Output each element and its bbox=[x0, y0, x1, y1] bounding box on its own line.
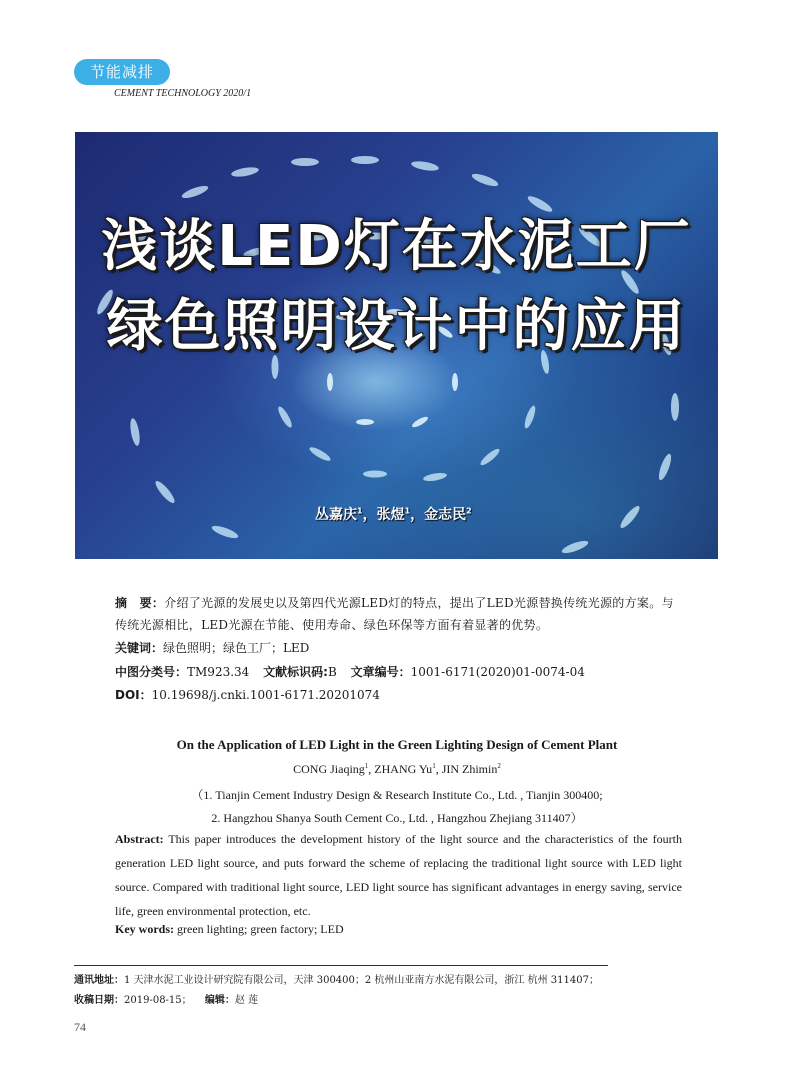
abstract-en bbox=[115, 827, 682, 923]
classification-line bbox=[115, 663, 585, 680]
author-name-en: JIN Zhimin bbox=[441, 762, 498, 776]
author-affil-mark: 2 bbox=[466, 506, 472, 516]
author-affil-mark: 1 bbox=[364, 762, 369, 770]
article-no-value: 1001-6171(2020)01-0074-04 bbox=[410, 665, 585, 679]
abstract-cn-text: 介绍了光源的发展史以及第四代光源LED灯的特点，提出了LED光源替换传统光源的方案。与传统光源相比，LED光源在节能、使用寿命、绿色环保等方面有着显著的优势。 bbox=[115, 596, 674, 632]
article-title-cn-line1: 浅谈LED灯在水泥工厂 bbox=[101, 214, 692, 279]
page-number: 74 bbox=[74, 1020, 86, 1034]
footnote-address bbox=[74, 971, 599, 986]
author-name: 丛嘉庆 bbox=[315, 507, 357, 523]
authors-en: CONG Jiaqing$^1$, ZHANG Yu$^1$, JIN Zhimin$^2$ bbox=[293, 762, 501, 776]
editor-name: 赵 莲 bbox=[234, 995, 259, 1006]
author-affil-mark: 2 bbox=[497, 762, 501, 770]
abstract-en-label: Abstract: bbox=[115, 832, 164, 846]
journal-issue: CEMENT TECHNOLOGY 2020/1 bbox=[114, 88, 252, 99]
doc-code-value: B bbox=[327, 665, 337, 679]
address-text: 1 天津水泥工业设计研究院有限公司，天津 300400；2 杭州山亚南方水泥有限公司，浙江 杭州 311407； bbox=[124, 975, 599, 986]
author-name: 张煜 bbox=[376, 507, 405, 523]
author-name-en: ZHANG Yu bbox=[374, 762, 433, 776]
author-affil-mark: 1 bbox=[404, 506, 411, 516]
footnote-received bbox=[74, 991, 258, 1006]
doi-value: 10.19698/j.cnki.1001-6171.20201074 bbox=[151, 688, 380, 702]
address-label: 通讯地址： bbox=[74, 975, 124, 986]
author-separator: ， bbox=[362, 507, 377, 523]
author-name: 金志民 bbox=[424, 507, 467, 523]
author-affil-mark: 1 bbox=[357, 506, 363, 516]
editor-label: 编辑： bbox=[204, 995, 235, 1006]
author-separator: ， bbox=[410, 507, 425, 523]
author-name-en: CONG Jiaqing bbox=[293, 762, 365, 776]
footnote-divider bbox=[74, 965, 608, 966]
received-label: 收稿日期： bbox=[74, 995, 124, 1006]
hero-banner bbox=[75, 132, 718, 559]
doc-code-label: 文献标识码: bbox=[263, 665, 328, 679]
abstract-cn bbox=[115, 592, 683, 636]
article-no-label: 文章编号： bbox=[350, 665, 411, 679]
article-title-en: On the Application of LED Light in the Green Lighting Design of Cement Plant bbox=[176, 737, 618, 752]
keywords-cn-label: 关键词： bbox=[115, 641, 164, 655]
keywords-cn bbox=[115, 639, 309, 656]
keywords-en-text: green lighting; green factory; LED bbox=[174, 922, 344, 936]
clc-value: TM923.34 bbox=[187, 665, 250, 679]
received-date: 2019-08-15； bbox=[124, 995, 192, 1006]
author-affil-mark: 1 bbox=[432, 762, 436, 770]
section-tag: 节能减排 bbox=[74, 59, 170, 85]
keywords-cn-text: 绿色照明；绿色工厂；LED bbox=[163, 641, 310, 655]
authors-cn bbox=[315, 504, 472, 524]
clc-label: 中图分类号： bbox=[115, 665, 188, 679]
affiliation-line1: （1. Tianjin Cement Industry Design & Research Institute Co., Ltd. , Tianjin 300400; bbox=[191, 788, 603, 802]
article-title-cn-line2: 绿色照明设计中的应用 bbox=[106, 294, 687, 359]
keywords-en-label: Key words: bbox=[115, 922, 174, 936]
abstract-cn-label: 摘 要： bbox=[115, 596, 165, 610]
affiliation-line2: 2. Hangzhou Shanya South Cement Co., Ltd. , Hangzhou Zhejiang 311407） bbox=[211, 811, 583, 825]
doi-label: DOI： bbox=[115, 688, 152, 702]
doi-line bbox=[115, 686, 380, 703]
keywords-en bbox=[115, 922, 344, 937]
abstract-en-text: This paper introduces the development history of the light source and the characteristics of the fourth generation LED light source, and puts forward the scheme of replacing the traditional light source with LED light source. Compared with traditional light source, LED light source has significant advantages in energy saving, service life, green environmental protection, etc. bbox=[115, 832, 682, 918]
